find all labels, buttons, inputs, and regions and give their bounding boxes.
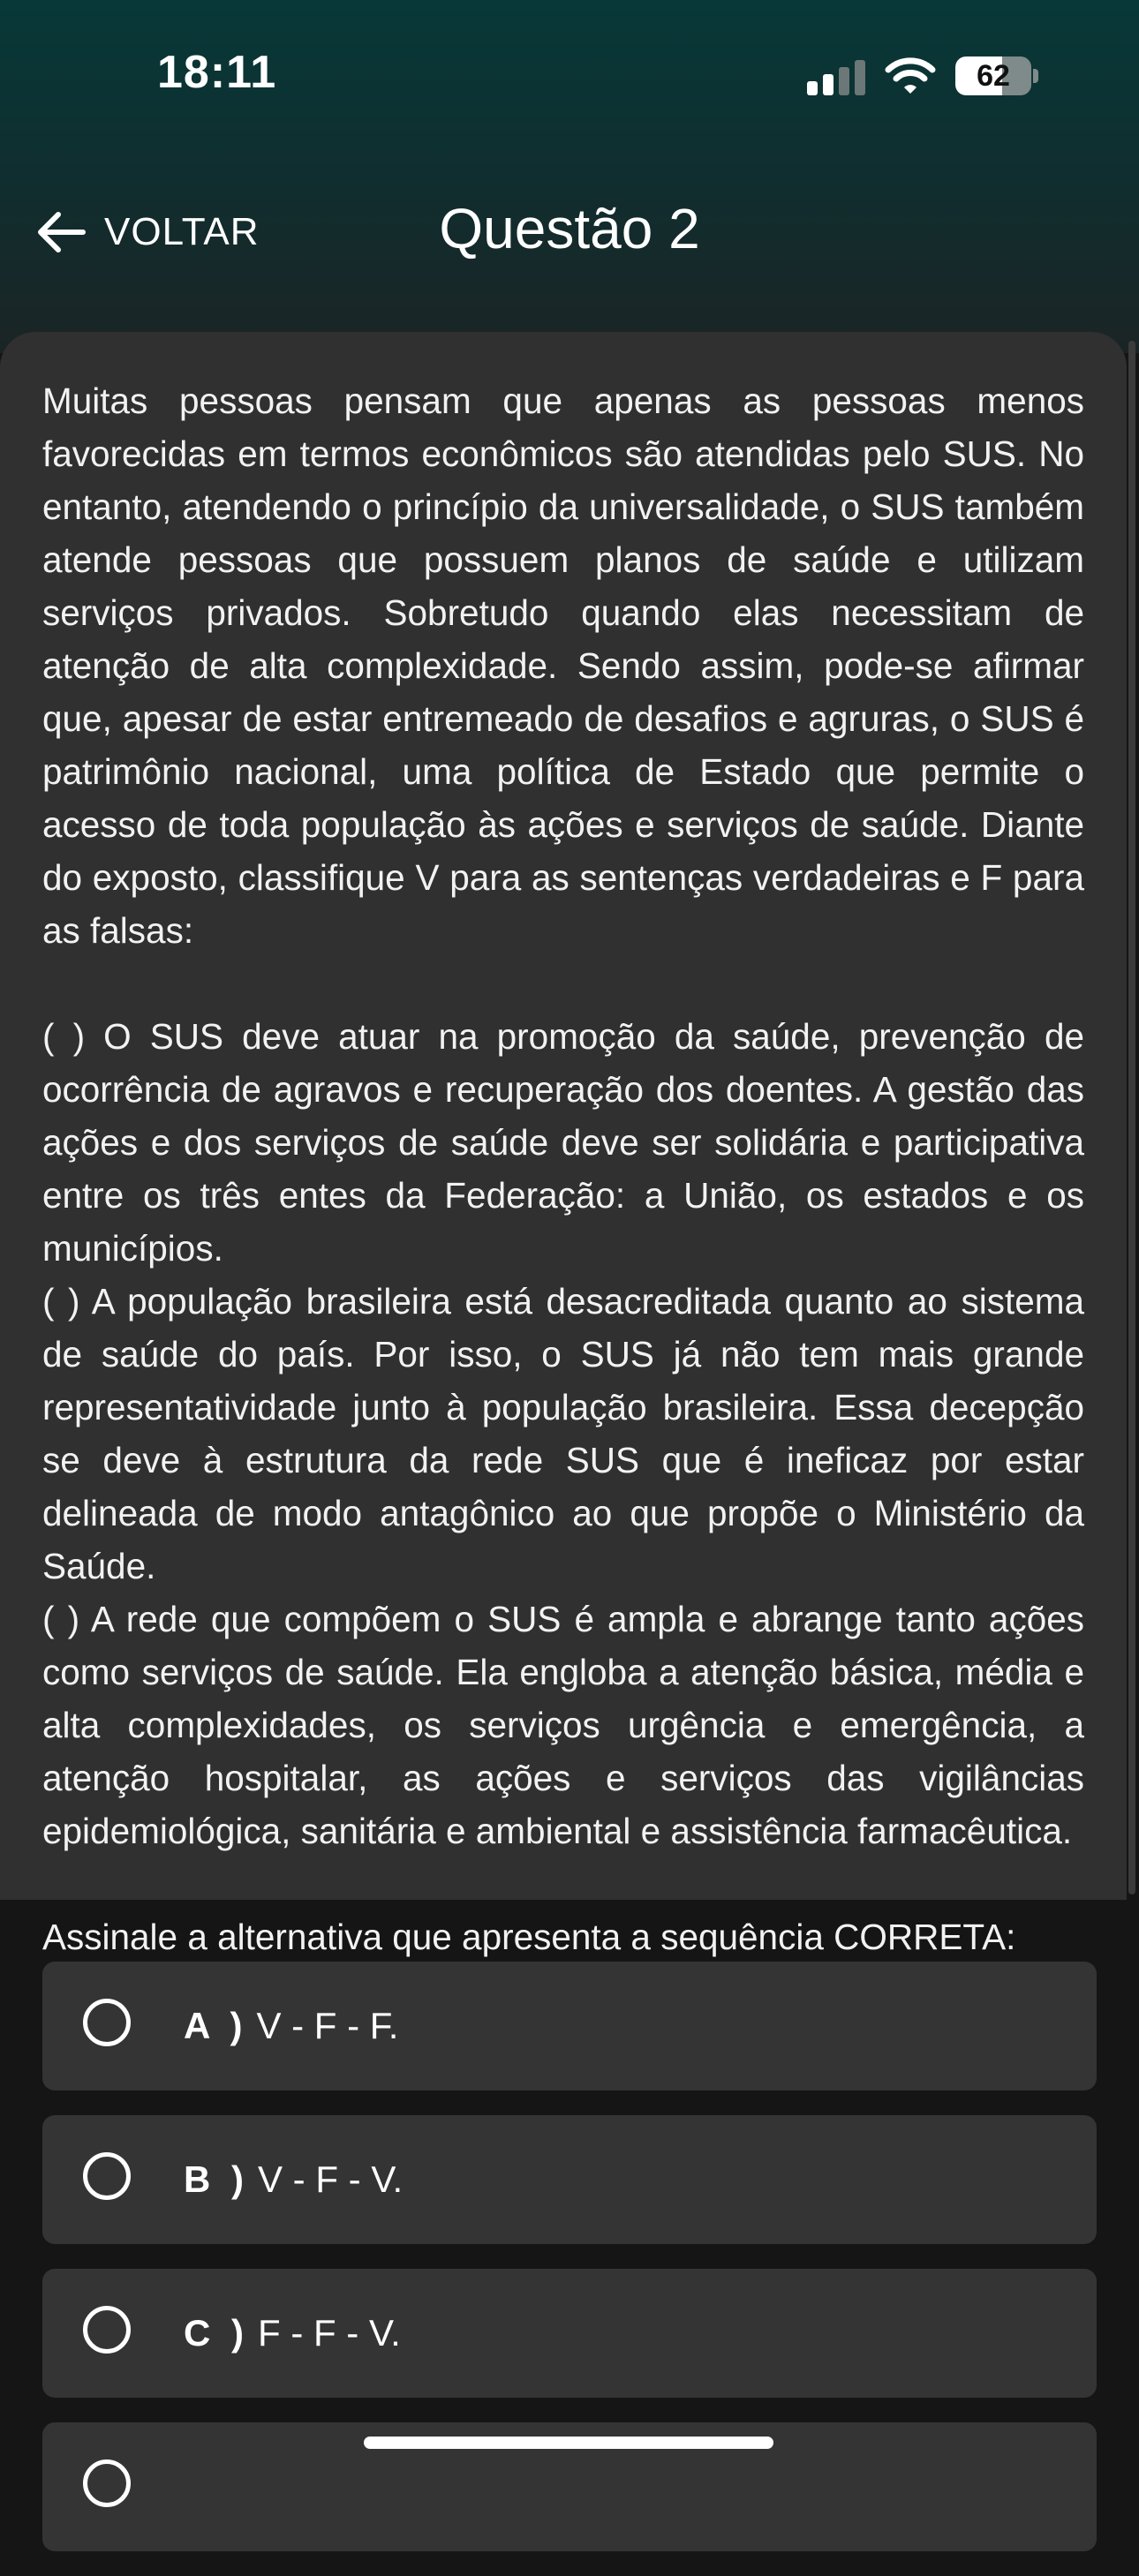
question-text xyxy=(42,374,1084,1963)
cellular-signal-icon xyxy=(807,60,869,95)
back-label: VOLTAR xyxy=(104,210,260,253)
option-letter: B ) xyxy=(184,2158,249,2200)
status-bar xyxy=(0,0,1139,150)
question-sentence-2: ( ) A população brasileira está desacreditada quanto ao sistema de saúde do país. Por isso, o SUS já não tem mais grande representatividade junto à população brasileira. Essa decepção se deve à estrutura da rede SUS que é ineficaz por estar delineada de modo antagônico ao que propõe o Ministério da Saúde. xyxy=(42,1281,1084,1586)
battery-level: 62 xyxy=(977,58,1010,93)
question-card[interactable] xyxy=(0,332,1127,1957)
option-c[interactable] xyxy=(42,2269,1097,2398)
option-label xyxy=(184,2269,401,2398)
answer-options xyxy=(42,1962,1097,2576)
paragraph-spacer xyxy=(42,1857,1084,1910)
status-time: 18:11 xyxy=(157,47,277,98)
paragraph-spacer xyxy=(42,957,1084,1010)
option-b[interactable] xyxy=(42,2115,1097,2244)
question-statement: Muitas pessoas pensam que apenas as pessoas menos favorecidas em termos econômicos são atendidas pelo SUS. No entanto, atendendo o princípio da universalidade, o SUS também atende pessoas que possuem planos de saúde e utilizam serviços privados. Sobretudo quando elas necessitam de atenção de alta complexidade. Sendo assim, pode-se afirmar que, apesar de estar entremeado de desafios e agruras, o SUS é patrimônio nacional, uma política de Estado que permite o acesso de toda população às ações e serviços de saúde. Diante do exposto, classifique V para as sentenças verdadeiras e F para as falsas: xyxy=(42,380,1084,951)
option-value: V - F - F. xyxy=(256,2005,399,2046)
option-label xyxy=(184,2115,403,2244)
question-sentence-1: ( ) O SUS deve atuar na promoção da saúde, prevenção de ocorrência de agravos e recuperação dos doentes. A gestão das ações e dos serviços de saúde deve ser solidária e participativa entre os três entes da Federação: a União, os estados e os municípios. xyxy=(42,1016,1084,1269)
radio-button-icon[interactable] xyxy=(83,2459,131,2507)
battery-icon xyxy=(955,56,1031,95)
radio-button-icon[interactable] xyxy=(83,2306,131,2354)
home-indicator[interactable] xyxy=(364,2437,773,2449)
option-letter: C ) xyxy=(184,2312,249,2354)
page-title: Questão 2 xyxy=(439,197,700,260)
option-a[interactable] xyxy=(42,1962,1097,2090)
question-prompt: Assinale a alternativa que apresenta a sequência CORRETA: xyxy=(42,1917,1016,1957)
scrollbar[interactable] xyxy=(1128,341,1135,1894)
radio-button-icon[interactable] xyxy=(83,2152,131,2200)
option-letter: A ) xyxy=(184,2005,248,2046)
option-value: F - F - V. xyxy=(258,2312,401,2354)
option-label xyxy=(184,1962,398,2090)
wifi-icon xyxy=(885,55,936,97)
battery-tip xyxy=(1033,69,1038,83)
option-value: V - F - V. xyxy=(258,2158,404,2200)
nav-bar xyxy=(0,185,1139,274)
app-header xyxy=(0,0,1139,353)
question-sentence-3: ( ) A rede que compõem o SUS é ampla e abrange tanto ações como serviços de saúde. Ela engloba a atenção básica, média e alta complexidades, os serviços urgência e emergência, a atenção hospitalar, as ações e serviços das vigilâncias epidemiológica, sanitária e ambiental e assistência farmacêutica. xyxy=(42,1599,1084,1851)
radio-button-icon[interactable] xyxy=(83,1999,131,2046)
